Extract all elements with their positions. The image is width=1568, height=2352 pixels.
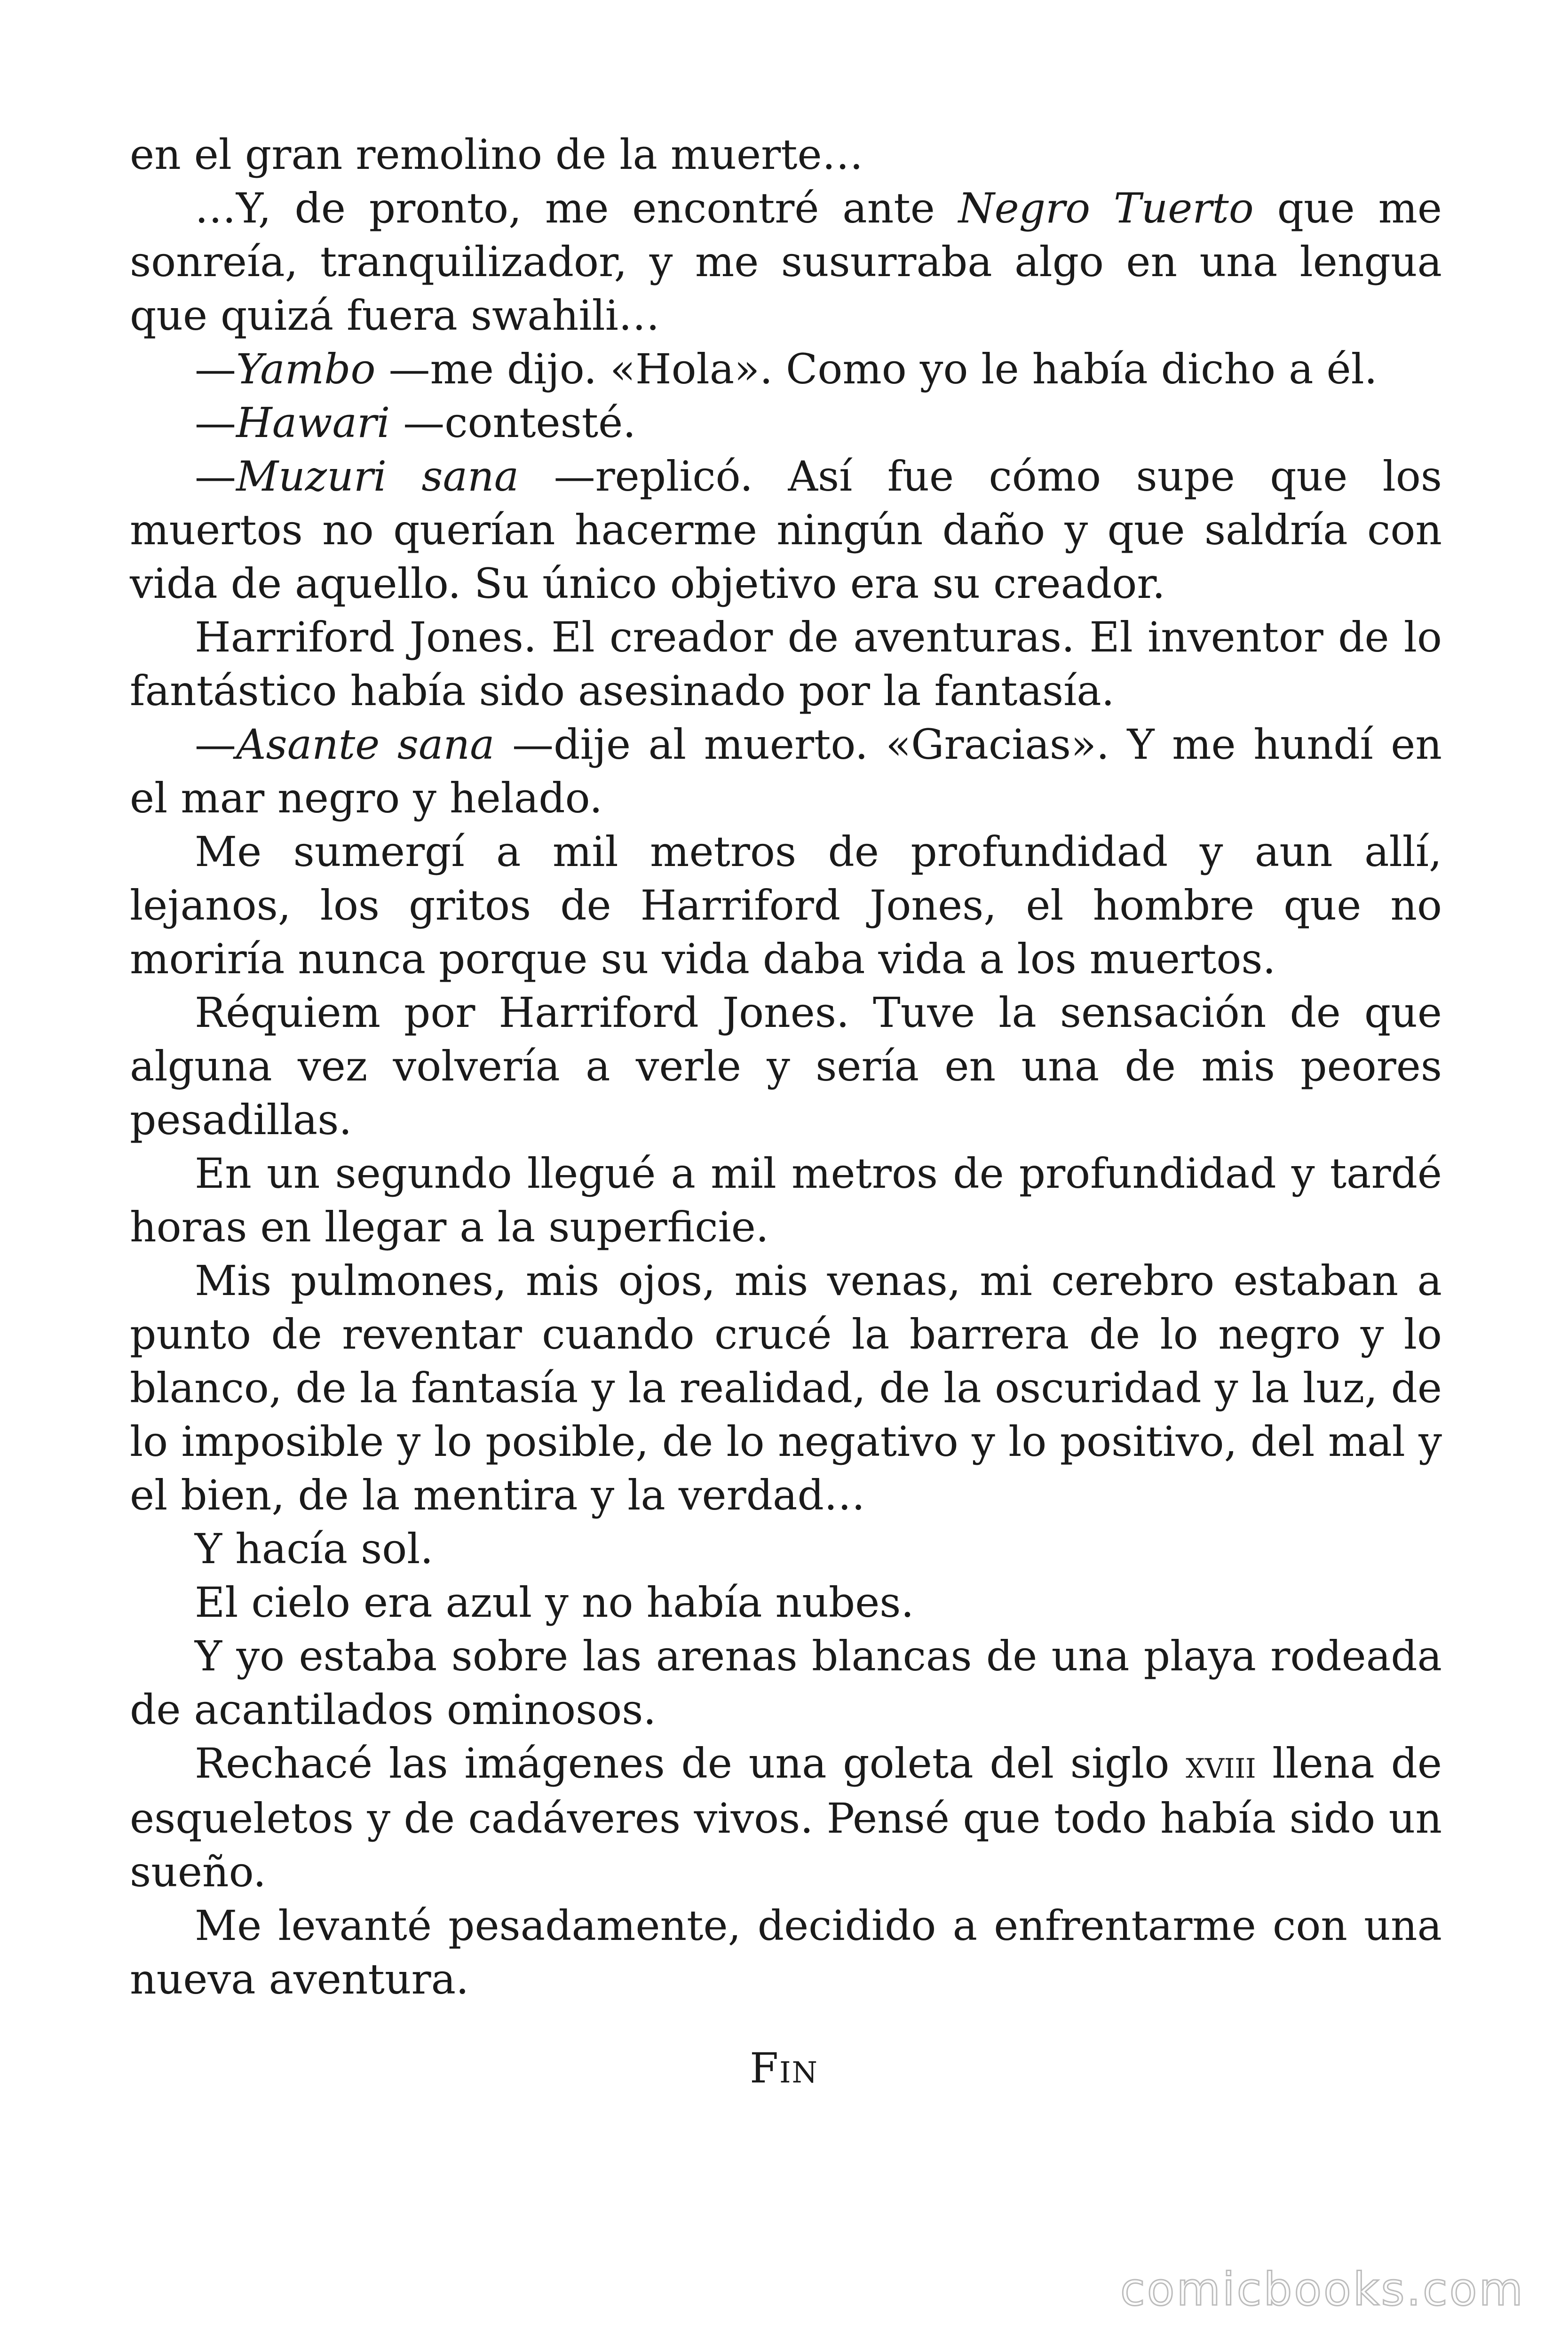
paragraph — [130, 1737, 1442, 1899]
paragraph — [130, 396, 1442, 450]
text-span: Me sumergí a mil metros de profundidad y aun allí, lejanos, los gritos de Harriford Jones, el hombre que no moriría nunca porque su vida daba vida a los muertos. — [130, 827, 1442, 983]
text-span: Harriford Jones. El creador de aventuras. El inventor de lo fantástico había sido asesinado por la fantasía. — [130, 613, 1442, 715]
text-span: — — [195, 720, 236, 769]
text-span: Me levanté pesadamente, decidido a enfrentarme con una nueva aventura. — [130, 1901, 1442, 2003]
text-span: — — [195, 398, 236, 447]
paragraph — [130, 450, 1442, 611]
watermark: comicbooks.com — [1120, 2263, 1525, 2316]
text-span: El cielo era azul y no había nubes. — [195, 1578, 914, 1627]
paragraph — [130, 128, 1442, 182]
paragraph — [130, 986, 1442, 1147]
paragraph — [130, 182, 1442, 342]
text-span: —contesté. — [390, 398, 636, 447]
paragraph — [130, 1629, 1442, 1737]
paragraph — [130, 611, 1442, 718]
text-span: Y hacía sol. — [195, 1525, 434, 1573]
paragraph — [130, 825, 1442, 986]
text-span: —me dijo. «Hola». Como yo le había dicho a él. — [375, 345, 1378, 393]
paragraph — [130, 1576, 1442, 1629]
text-span: que me sonreía, tranquilizador, y me susurraba algo en una lengua que quizá fuera swahili… — [130, 184, 1442, 340]
text-span: en el gran remolino de la muerte… — [130, 130, 863, 179]
italic-text: Hawari — [236, 398, 390, 447]
text-span: Y yo estaba sobre las arenas blancas de una playa rodeada de acantilados ominosos. — [130, 1632, 1442, 1734]
text-span: …Y, de pronto, me encontré ante — [195, 184, 958, 232]
text-span: En un segundo llegué a mil metros de profundidad y tardé horas en llegar a la superficie. — [130, 1149, 1442, 1251]
text-span: Mis pulmones, mis ojos, mis venas, mi cerebro estaban a punto de reventar cuando crucé la barrera de lo negro y lo blanco, de la fantasía y la realidad, de la oscuridad y la luz, de lo imposible y lo posible, de lo negativo y lo positivo, del mal y el bien, de la mentira y la verdad… — [130, 1256, 1442, 1519]
italic-text: Muzuri sana — [236, 452, 519, 501]
italic-text: Yambo — [236, 345, 376, 393]
paragraph — [130, 1899, 1442, 2006]
paragraph — [130, 1147, 1442, 1254]
paragraph — [130, 1254, 1442, 1522]
italic-text: Asante sana — [236, 720, 495, 769]
text-span: llena de esqueletos y de cadáveres vivos. Pensé que todo había sido un sueño. — [130, 1739, 1442, 1896]
body-text — [130, 128, 1442, 2006]
paragraph — [130, 342, 1442, 396]
text-span: —replicó. Así fue cómo supe que los muertos no querían hacerme ningún daño y que saldría con vida de aquello. Su único objetivo era su creador. — [130, 452, 1442, 608]
italic-text: Negro Tuerto — [958, 184, 1254, 232]
text-span: —dije al muerto. «Gracias». Y me hundí en el mar negro y helado. — [130, 720, 1442, 822]
text-span: — — [195, 452, 236, 501]
paragraph — [130, 1522, 1442, 1576]
paragraph — [130, 718, 1442, 825]
text-span: Réquiem por Harriford Jones. Tuve la sensación de que alguna vez volvería a verle y sería en una de mis peores pesadillas. — [130, 988, 1442, 1144]
end-label: Fin — [750, 2044, 818, 2092]
text-span: Rechacé las imágenes de una goleta del siglo — [195, 1739, 1186, 1788]
text-span: — — [195, 345, 236, 393]
small-caps-text: xviii — [1186, 1743, 1256, 1787]
